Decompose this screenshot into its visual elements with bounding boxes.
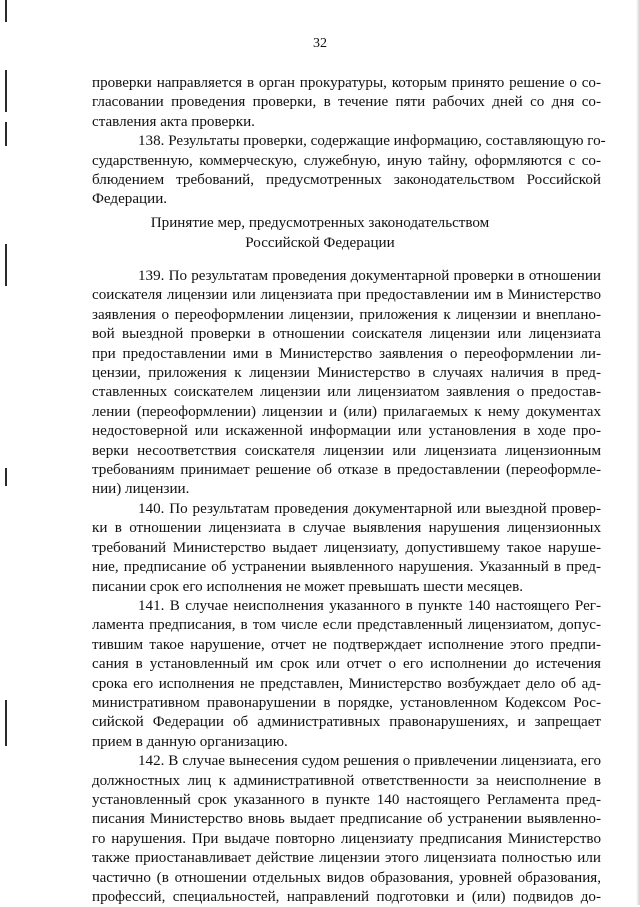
text-line: профессий, специальностей, направлений подготовки и (или) подвидов до-: [92, 889, 601, 905]
text-line: соискателя лицензии или лицензиата при предоставлении им в Министерство: [92, 287, 601, 304]
text-line: министративном правонарушении в порядке, установленном Кодексом Рос-: [92, 694, 601, 711]
text-line: должностных лиц к административной ответственности за неисполнение в: [92, 772, 601, 789]
text-line: гласовании проведения проверки, в течение пяти рабочих дней со дня со-: [92, 94, 601, 111]
text-block-main: [92, 267, 601, 907]
text-line: блюдением требований, предусмотренных законодательством Российской: [92, 172, 601, 189]
text-line: писания Министерство вновь выдает предписание об устранении выявленно-: [92, 811, 601, 828]
text-block-top: [92, 74, 606, 210]
paragraph-139-start: 139. По результатам проведения документарной проверки в отношении: [138, 268, 601, 284]
section-heading: [0, 214, 640, 253]
heading-line: Российской Федерации: [245, 234, 395, 251]
text-line: недостоверной или искаженной информации или установления в ходе про-: [92, 423, 601, 440]
paragraph-138-start: 138. Результаты проверки, содержащие информацию, составляющую го-: [138, 133, 606, 150]
page-number: 32: [313, 36, 327, 51]
text-line: требованиям принимает решение об отказе в предоставлении (переоформле-: [92, 462, 601, 479]
text-line: сания в установленный им срок или отчет о его исполнении до истечения: [92, 656, 601, 673]
text-line: заявления о переоформлении лицензии, приложения к лицензии и внеплано-: [92, 306, 601, 323]
text-line: прием в данную организацию.: [92, 733, 288, 750]
text-line: лении (переоформлении) лицензии и (или) прилагаемых к нему документах: [92, 403, 601, 420]
text-line: нии) лицензии.: [92, 481, 190, 498]
text-line: цензии, приложения к лицензии Министерство в случаях наличия в пред-: [92, 365, 601, 382]
text-line: установленный срок указанного в пункте 140 настоящего Регламента пред-: [92, 791, 601, 808]
text-line: частично (в отношении отдельных видов образования, уровней образования,: [92, 869, 601, 886]
text-line: сийской Федерации об административных правонарушениях, и запрещает: [92, 714, 601, 731]
text-line: ламента предписания, в том числе если представленный лицензиатом, допус-: [92, 617, 601, 634]
text-line: ставления акта проверки.: [92, 113, 255, 130]
scan-margin-mark: [5, 0, 7, 22]
paragraph-142-start: 142. В случае вынесения судом решения о привлечении лицензиата, его: [138, 753, 601, 770]
text-line: верки несоответствия соискателя лицензии или лицензиата лицензионным: [92, 442, 601, 459]
text-line: сударственную, коммерческую, служебную, иную тайну, оформляются с со-: [92, 152, 601, 169]
paragraph-140-start: 140. По результатам проведения документарной или выездной провер-: [138, 500, 601, 517]
text-line: требований Министерство выдает лицензиату, допустившему такое наруше-: [92, 539, 601, 556]
text-line: вой выездной проверки в отношении соискателя лицензии или лицензиата: [92, 326, 601, 343]
text-line: при предоставлении ими в Министерство заявления о переоформлении ли-: [92, 345, 601, 362]
heading-line: Принятие мер, предусмотренных законодательством: [150, 215, 490, 231]
paragraph-141-start: 141. В случае неисполнения указанного в пункте 140 настоящего Рег-: [138, 597, 601, 614]
scan-margin-mark: [5, 700, 7, 746]
scan-margin-mark: [5, 122, 7, 146]
scan-margin-mark: [5, 70, 7, 112]
text-line: срока его исполнения не представлен, Министерство возбуждает дело об ад-: [92, 675, 601, 692]
text-line: Федерации.: [92, 191, 168, 208]
text-line: писании срок его исполнения не может превышать шести месяцев.: [92, 578, 523, 595]
scan-margin-mark: [5, 468, 7, 486]
text-line: тившим такое нарушение, отчет не подтверждает исполнение этого предпи-: [92, 636, 601, 653]
text-line: проверки направляется в орган прокуратуры, которым принято решение о со-: [92, 75, 601, 91]
text-line: также приостанавливает действие лицензии этого лицензиата полностью или: [92, 850, 601, 867]
text-line: го нарушения. При выдаче повторно лицензиату предписания Министерство: [92, 830, 601, 847]
scan-edge-shadow: [636, 0, 640, 905]
text-line: ки в отношении лицензиата в случае выявления нарушения лицензионных: [92, 520, 601, 537]
text-line: ставленных соискателем лицензии или лицензиатом заявления о предостав-: [92, 384, 601, 401]
text-line: ние, предписание об устранении выявленного нарушения. Указанный в пред-: [92, 559, 601, 576]
